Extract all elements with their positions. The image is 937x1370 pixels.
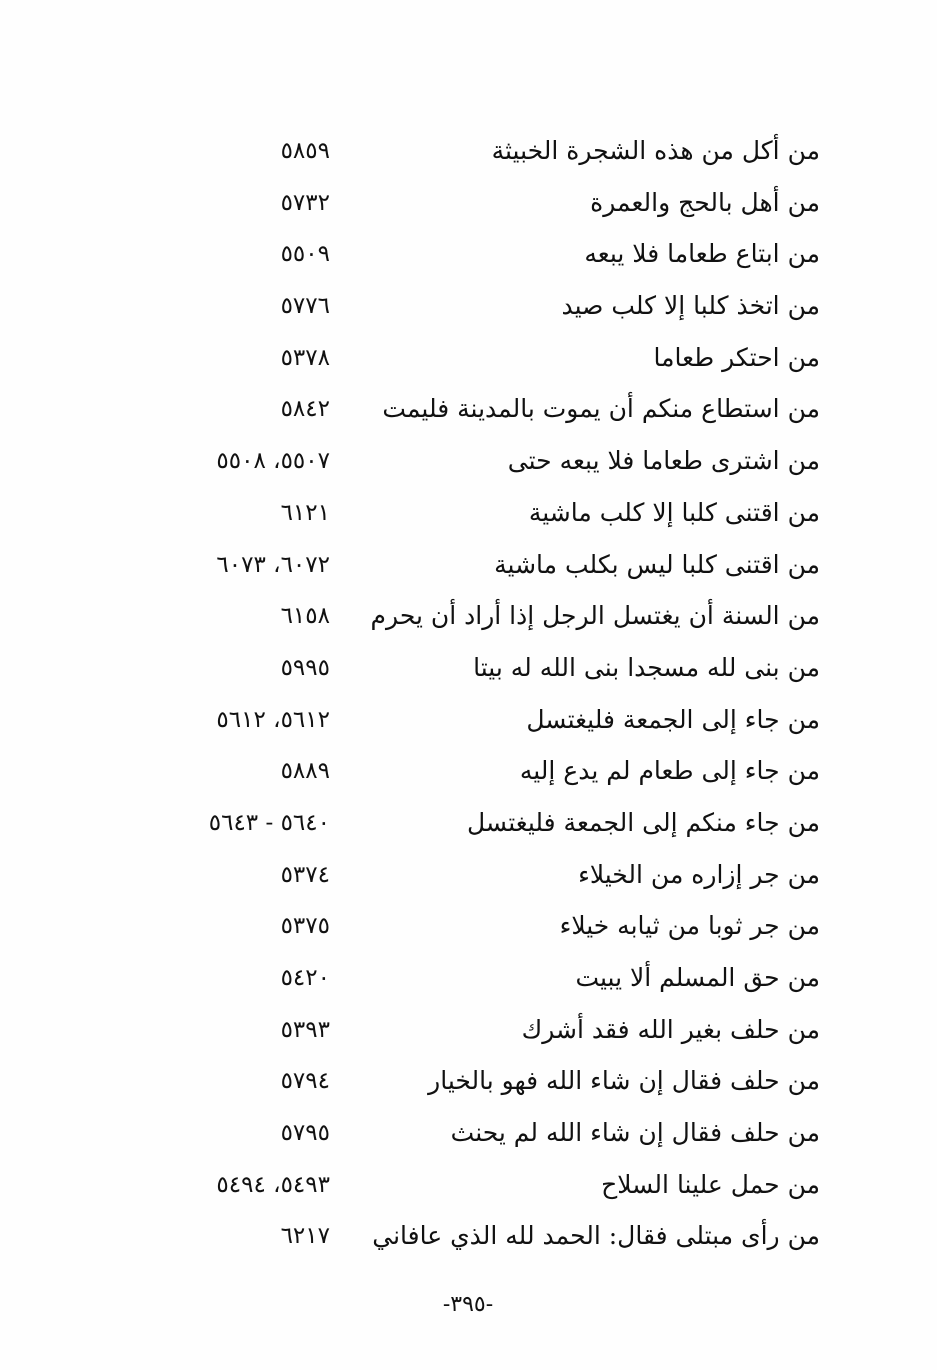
hadith-number: ٥٣٧٨ <box>280 344 330 371</box>
index-entry <box>150 645 830 697</box>
hadith-text: من حق المسلم ألا يبيت <box>575 963 820 992</box>
hadith-text: من جاء منكم إلى الجمعة فليغتسل <box>467 807 820 837</box>
hadith-text: من أهل بالحج والعمرة <box>590 187 820 217</box>
hadith-number: ٥٦١٢، ٥٦١٢ <box>216 706 330 733</box>
hadith-text: من السنة أن يغتسل الرجل إذا أراد أن يحرم <box>370 601 820 631</box>
hadith-text: من جاء إلى الجمعة فليغتسل <box>526 704 820 734</box>
index-entry <box>150 955 830 1007</box>
hadith-number: ٥٧٩٥ <box>280 1120 330 1147</box>
hadith-text: من جر إزاره من الخيلاء <box>578 859 820 889</box>
hadith-number: ٥٣٧٤ <box>280 861 330 888</box>
hadith-text: من أكل من هذه الشجرة الخبيثة <box>491 136 820 165</box>
hadith-number: ٥٦٤٠ - ٥٦٤٣ <box>208 809 330 836</box>
hadith-text: من بنى لله مسجدا بنى الله له بيتا <box>473 652 820 682</box>
hadith-text: من جر ثوبا من ثيابه خيلاء <box>559 911 820 941</box>
hadith-number: ٥٣٧٥ <box>280 913 330 940</box>
hadith-number: ٥٩٩٥ <box>280 654 330 681</box>
hadith-text: من اشترى طعاما فلا يبعه حتى <box>507 446 820 476</box>
hadith-text: من جاء إلى طعام لم يدع إليه <box>519 756 820 786</box>
index-entry <box>150 542 830 594</box>
hadith-text: من حلف فقال إن شاء الله لم يحنث <box>450 1118 820 1148</box>
index-entry <box>150 128 830 180</box>
index-entry <box>150 748 830 800</box>
hadith-text: من احتكر طعاما <box>653 342 820 372</box>
hadith-text: من اقتنى كلبا إلا كلب ماشية <box>528 497 820 527</box>
hadith-text: من اقتنى كلبا ليس بكلب ماشية <box>494 549 820 579</box>
index-entry <box>150 283 830 335</box>
hadith-text: من حلف فقال إن شاء الله فهو بالخيار <box>428 1066 820 1096</box>
hadith-text: من اتخذ كلبا إلا كلب صيد <box>561 291 820 321</box>
index-entry <box>150 386 830 438</box>
index-entry <box>150 1007 830 1059</box>
hadith-number: ٦١٢١ <box>280 499 330 526</box>
index-entry <box>150 231 830 283</box>
hadith-number: ٥٧٩٤ <box>280 1068 330 1095</box>
hadith-text: من حلف بغير الله فقد أشرك <box>521 1014 820 1044</box>
hadith-number: ٥٤٩٣، ٥٤٩٤ <box>216 1171 330 1198</box>
hadith-number: ٦٢١٧ <box>280 1223 330 1250</box>
index-entry <box>150 1162 830 1214</box>
page-number: -٣٩٥- <box>442 1292 494 1317</box>
index-entry <box>150 438 830 490</box>
index-entry <box>150 335 830 387</box>
hadith-number: ٦١٥٨ <box>280 603 330 630</box>
hadith-index-list <box>150 128 830 1265</box>
index-entry <box>150 1058 830 1110</box>
hadith-number: ٥٥٠٩ <box>280 241 330 268</box>
index-entry <box>150 1213 830 1265</box>
hadith-text: من استطاع منكم أن يموت بالمدينة فليمت <box>382 394 820 424</box>
index-entry <box>150 697 830 749</box>
hadith-number: ٥٤٢٠ <box>280 965 330 991</box>
hadith-text: من ابتاع طعاما فلا يبعه <box>584 239 820 269</box>
hadith-number: ٦٠٧٢، ٦٠٧٣ <box>216 551 330 578</box>
hadith-number: ٥٧٣٢ <box>280 189 330 216</box>
hadith-number: ٥٣٩٣ <box>280 1016 330 1043</box>
index-entry <box>150 1110 830 1162</box>
index-entry <box>150 800 830 852</box>
index-entry <box>150 490 830 542</box>
index-entry <box>150 903 830 955</box>
hadith-number: ٥٧٧٦ <box>280 293 330 320</box>
hadith-number: ٥٥٠٧، ٥٥٠٨ <box>216 448 330 475</box>
hadith-number: ٥٨٨٩ <box>280 758 330 785</box>
hadith-text: من حمل علينا السلاح <box>601 1169 820 1199</box>
index-entry <box>150 180 830 232</box>
index-entry <box>150 852 830 904</box>
index-entry <box>150 593 830 645</box>
hadith-number: ٥٨٥٩ <box>280 138 330 164</box>
hadith-number: ٥٨٤٢ <box>280 396 330 423</box>
hadith-text: من رأى مبتلى فقال: الحمد لله الذي عافاني <box>372 1221 820 1251</box>
